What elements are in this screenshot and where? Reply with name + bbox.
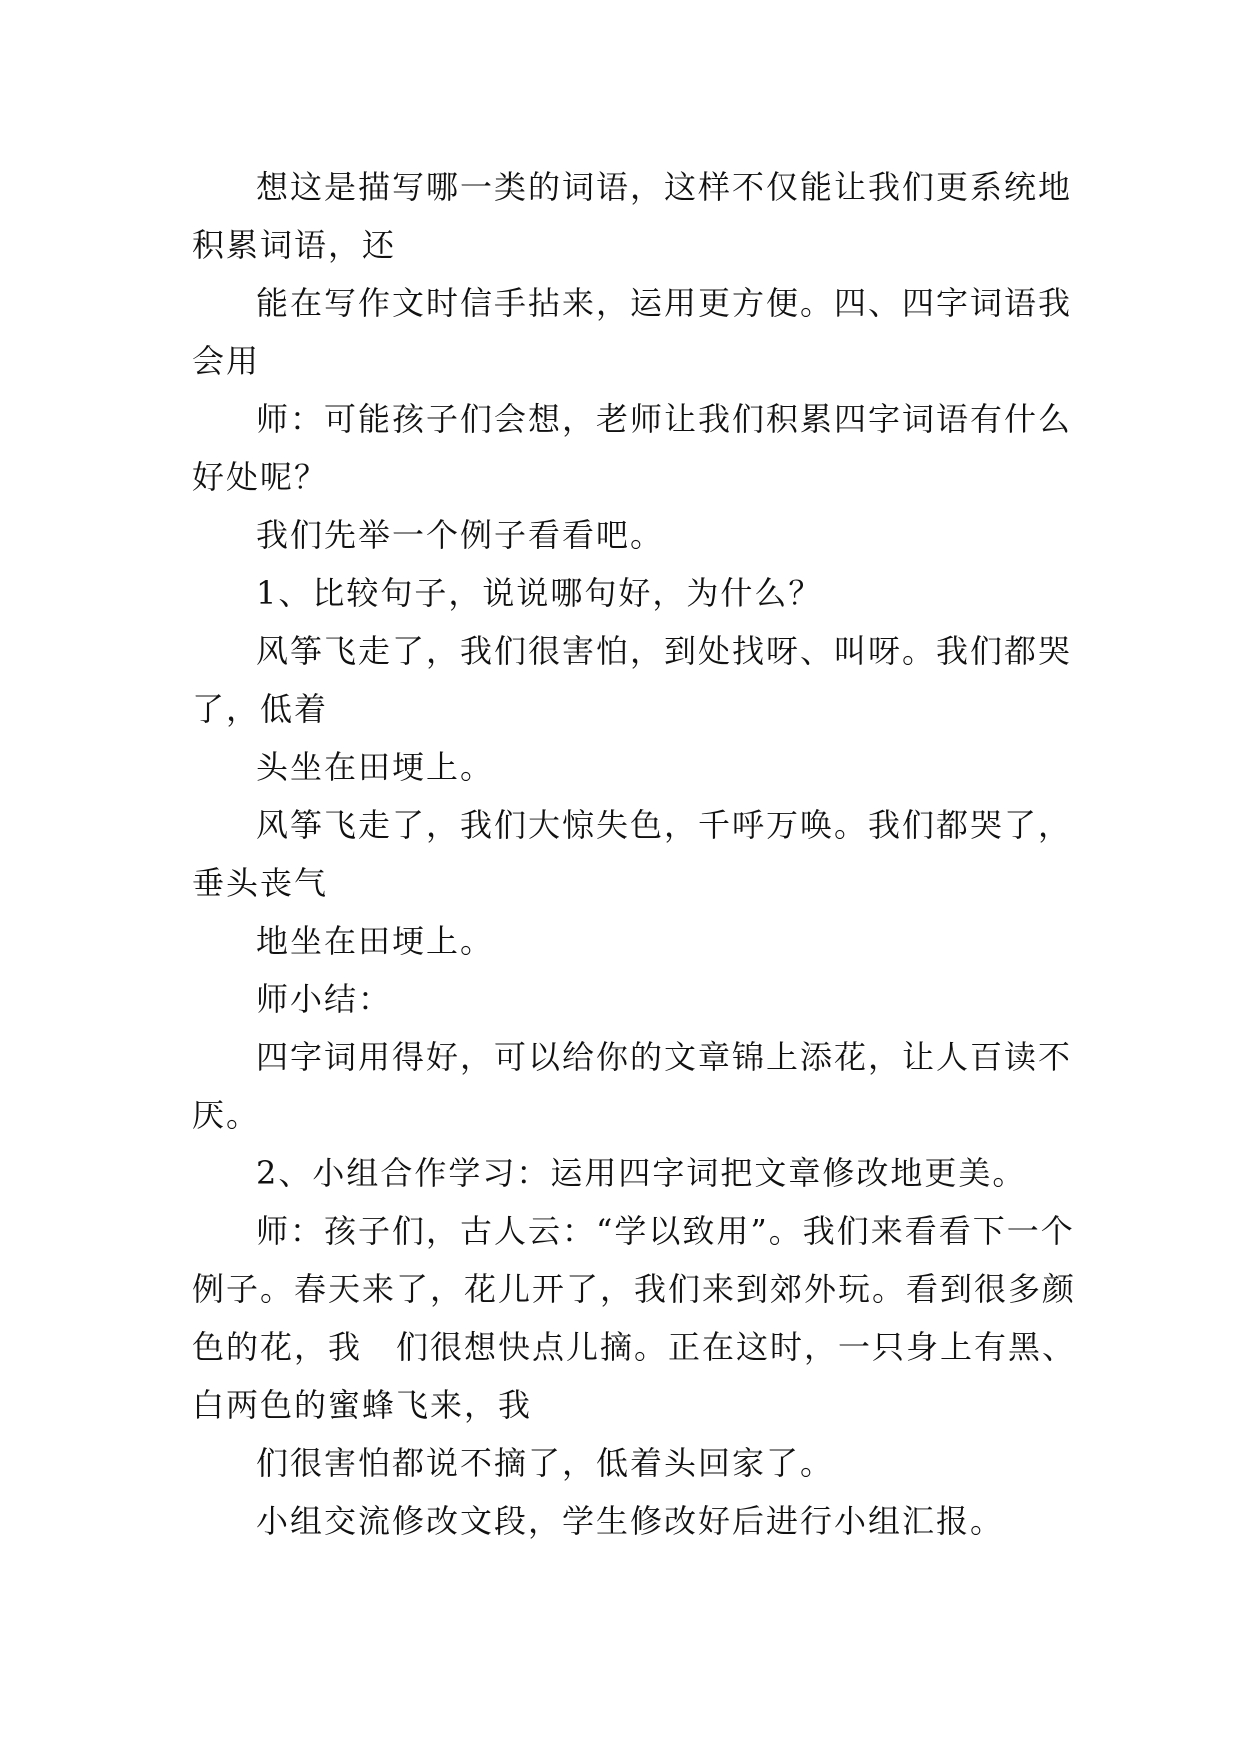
paragraph-6: 风筝飞走了，我们很害怕，到处找呀、叫呀。我们都哭 了，低着 — [192, 632, 1073, 728]
paragraph-14: 们很害怕都说不摘了，低着头回家了。 — [256, 1444, 835, 1482]
paragraph-7: 头坐在田埂上。 — [256, 748, 495, 786]
paragraph-4: 我们先举一个例子看看吧。 — [256, 516, 665, 554]
paragraph-3: 师：可能孩子们会想，老师让我们积累四字词语有什么 好处呢？ — [192, 400, 1073, 496]
paragraph-12: 2、小组合作学习：运用四字词把文章修改地更美。 — [256, 1154, 1027, 1192]
paragraph-10: 师小结： — [256, 980, 393, 1018]
paragraph-1: 想这是描写哪一类的词语，这样不仅能让我们更系统地 积累词语，还 — [192, 168, 1073, 264]
paragraph-15: 小组交流修改文段，学生修改好后进行小组汇报。 — [256, 1502, 1005, 1540]
paragraph-2: 能在写作文时信手拈来，运用更方便。四、四字词语我 会用 — [192, 284, 1073, 380]
paragraph-9: 地坐在田埂上。 — [256, 922, 495, 960]
document-body — [192, 158, 1077, 1550]
paragraph-8: 风筝飞走了，我们大惊失色，千呼万唤。我们都哭了， 垂头丧气 — [192, 806, 1073, 902]
paragraph-5: 1、比较句子，说说哪句好，为什么？ — [256, 574, 823, 612]
paragraph-11: 四字词用得好，可以给你的文章锦上添花，让人百读不 厌。 — [192, 1038, 1073, 1134]
paragraph-13: 师：孩子们，古人云：“学以致用”。我们来看看下一个 例子。春天来了，花儿开了，我们来到郊外玩。看到很多颜 色的花，我 们很想快点儿摘。正在这时，一只身上有黑、 白两色的蜜蜂飞来，我 — [192, 1212, 1077, 1424]
